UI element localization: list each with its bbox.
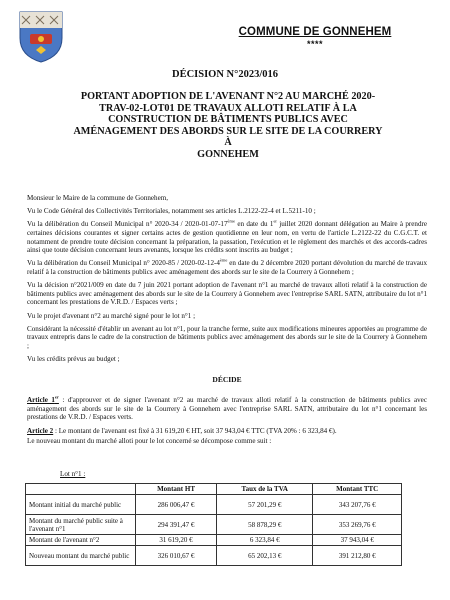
table-cell: 343 207,76 € (313, 495, 402, 515)
table-cell: Montant du marché public suite à l'avenant n°1 (26, 515, 136, 535)
decide-heading: DÉCIDE (212, 374, 242, 384)
title-line: PORTANT ADOPTION DE L'AVENANT N°2 AU MARCHÉ 2020- (80, 91, 376, 102)
vu-paragraph: Vu la décision n°2021/009 en date du 7 juin 2021 portant adoption de l'avenant n°1 au marché de travaux alloti relatif à la construction de bâtiments publics avec aménagement des abords sur le site de la Courrery à Gonnehem avec l'entreprise SARL SATN, attributaire du lot n°1 concernant les prestations de V.R.D. / Espaces verts ; (27, 281, 427, 307)
vu-paragraph: Vu le projet d'avenant n°2 au marché signé pour le lot n°1 ; (27, 311, 196, 320)
table-cell: Montant initial du marché public (26, 495, 136, 515)
title-line: TRAV-02-LOT01 DE TRAVAUX ALLOTI RELATIF À LA (99, 102, 357, 114)
table-row (26, 535, 402, 546)
decision-number: DÉCISION N°2023/016 (171, 69, 278, 80)
article-1 (27, 396, 427, 422)
table-header: Taux de la TVA (217, 484, 313, 495)
text-span: Vu la délibération du Conseil Municipal n° 2020-85 / 2020-02-12-4 (27, 259, 220, 268)
table-cell: 391 212,80 € (313, 546, 402, 566)
superscript: er (273, 219, 277, 225)
text-span: : Le montant de l'avenant est fixé à 31 619,20 € HT, soit 37 943,04 € TTC (TVA 20% : 6 323,84 €). (53, 426, 337, 435)
table-row (26, 515, 402, 535)
decision-body (27, 194, 427, 450)
vu-paragraph (27, 259, 427, 276)
table-cell: Nouveau montant du marché public (26, 546, 136, 566)
intro-paragraph: Monsieur le Maire de la commune de Gonnehem, (27, 194, 169, 202)
article-2 (27, 427, 427, 436)
commune-name: COMMUNE DE GONNEHEM (238, 26, 392, 38)
table-row (26, 546, 402, 566)
vu-paragraph (27, 220, 427, 254)
table-header-row (26, 484, 402, 495)
amounts-table (25, 483, 402, 566)
new-amount-paragraph: Le nouveau montant du marché alloti pour le lot concerné se décompose comme suit : (27, 437, 272, 446)
superscript: er (54, 394, 59, 400)
decision-title (70, 91, 386, 161)
title-line: GONNEHEM (197, 148, 259, 160)
table-header: Montant TTC (313, 484, 402, 495)
table-cell: Montant de l'avenant n°2 (26, 535, 136, 546)
table-header (26, 484, 136, 495)
text-span: : d'approuver et de signer l'avenant n°2 au marché de travaux alloti relatif à la construction de bâtiments publics avec aménagement des abords sur le site de la Courrery à Gonnehem avec l'entreprise SARL SATN, attributaire du lot n°1 concernant les prestations de V.R.D. / Espaces verts. (27, 396, 427, 422)
table-cell: 58 878,29 € (217, 515, 313, 535)
table-header: Montant HT (136, 484, 217, 495)
vu-paragraph: Vu les crédits prévus au budget ; (27, 355, 120, 364)
text-span: juillet 2020 donnant délégation au Maire à prendre certaines décisions courantes et signer certains actes de gestion quotidienne en leur nom, en vertu de l'article L.2122-22 du C.G.C.T. et notamment de prendre toute décision concernant la préparation, la passation, l'exécution et le règlement des marchés et des accords-cadres ainsi que toute décision concernant leurs avenants, lorsque les crédits sont inscrits au budget ; (27, 220, 428, 255)
article-heading: Article 2 (27, 426, 54, 435)
table-cell: 57 201,29 € (217, 495, 313, 515)
table-cell: 294 391,47 € (136, 515, 217, 535)
table-cell: 353 269,76 € (313, 515, 402, 535)
article-heading (27, 396, 59, 404)
table-cell: 31 619,20 € (136, 535, 217, 546)
decorative-stars: **** (306, 39, 323, 49)
table-cell: 65 202,13 € (217, 546, 313, 566)
superscript: ème (227, 219, 236, 225)
table-cell: 286 006,47 € (136, 495, 217, 515)
title-line: AMÉNAGEMENT DES ABORDS SUR LE SITE DE LA COURRERY À (73, 125, 383, 149)
text-span: en date du 1 (235, 220, 274, 229)
table-row (26, 495, 402, 515)
title-line: CONSTRUCTION DE BÂTIMENTS PUBLICS AVEC (108, 114, 348, 126)
table-cell: 326 010,67 € (136, 546, 217, 566)
commune-coat-of-arms-icon (16, 8, 66, 64)
table-cell: 6 323,84 € (217, 535, 313, 546)
text-span: en date du 2 décembre 2020 portant dévolution du marché de travaux relatif à la construction de bâtiments publics avec aménagement des abords sur le site de la Courrery à Gonnehem ; (27, 259, 428, 276)
text-span: Vu la délibération du Conseil Municipal n° 2020-34 / 2020-01-07-17 (27, 220, 228, 229)
superscript: ème (219, 257, 228, 263)
lot-label: Lot n°1 : (60, 470, 86, 478)
table-cell: 37 943,04 € (313, 535, 402, 546)
text-span: Article 1 (27, 396, 55, 405)
considerant-paragraph: Considérant la nécessité d'établir un avenant au lot n°1, pour la tranche ferme, suite aux modifications mineures apportées au programme de travaux entrepris dans le cadre de la construction de bâtiments publics avec aménagement des abords sur le site de la Courrery à Gonnehem ; (27, 324, 427, 350)
vu-paragraph: Vu le Code Général des Collectivités Territoriales, notamment ses articles L.2122-22-4 et L.5211-10 ; (27, 207, 316, 216)
